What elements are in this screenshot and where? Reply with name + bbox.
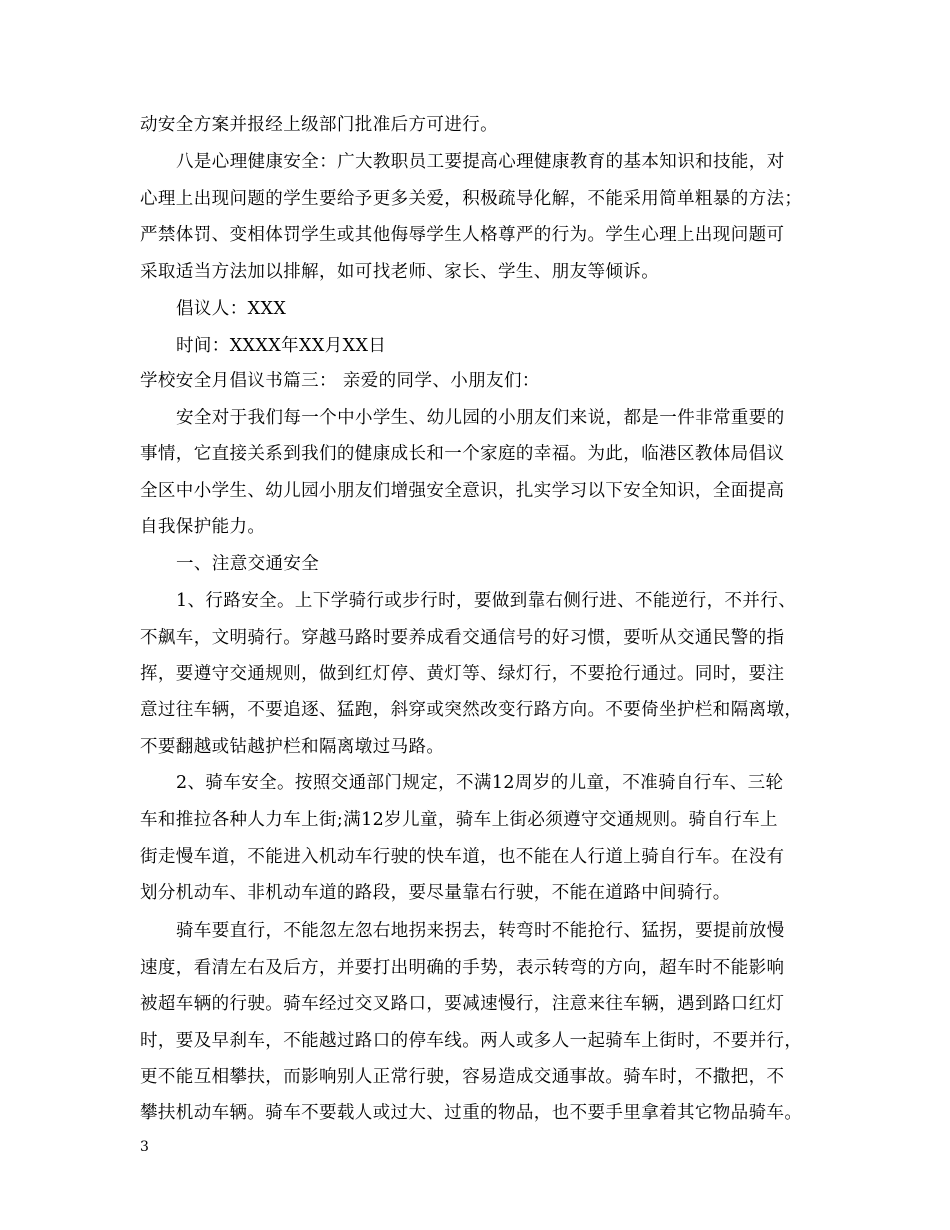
text-line: 骑车要直行，不能忽左忽右地拐来拐去，转弯时不能抢行、猛拐，要提前放慢 <box>176 921 785 941</box>
text-line: 街走慢车道，不能进入机动车行驶的快车道，也不能在人行道上骑自行车。在没有 <box>140 847 785 867</box>
text-line: 采取适当方法加以排解，如可找老师、家长、学生、朋友等倾诉。 <box>140 262 660 282</box>
text-line: 一、注意交通安全 <box>176 554 320 574</box>
text-line: 速度，看清左右及后方，并要打出明确的手势，表示转弯的方向，超车时不能影响 <box>140 958 785 978</box>
text-line: 不飙车，文明骑行。穿越马路时要养成看交通信号的好习惯，要听从交通民警的指 <box>140 628 785 648</box>
text-line: 2、骑车安全。按照交通部门规定，不满12周岁的儿童，不准骑自行车、三轮 <box>176 773 784 793</box>
text-line: 车和推拉各种人力车上街;满12岁儿童，骑车上街必须遵守交通规则。骑自行车上 <box>140 810 778 830</box>
text-line: 自我保护能力。 <box>140 517 266 537</box>
text-line: 动安全方案并报经上级部门批准后方可进行。 <box>140 115 498 135</box>
text-line: 更不能互相攀扶，而影响别人正常行驶，容易造成交通事故。骑车时，不撒把，不 <box>140 1067 785 1087</box>
text-line: 心理上出现问题的学生要给予更多关爱，积极疏导化解，不能采用简单粗暴的方法； <box>140 189 803 209</box>
text-line: 划分机动车、非机动车道的路段，要尽量靠右行驶，不能在道路中间骑行。 <box>140 883 731 903</box>
text-line: 时间：XXXX年XX月XX日 <box>176 336 387 356</box>
text-line: 八是心理健康安全：广大教职员工要提高心理健康教育的基本知识和技能，对 <box>176 152 785 172</box>
text-line: 严禁体罚、变相体罚学生或其他侮辱学生人格尊严的行为。学生心理上出现问题可 <box>140 225 785 245</box>
text-line: 意过往车辆，不要追逐、猛跑，斜穿或突然改变行路方向。不要倚坐护栏和隔离墩， <box>140 700 803 720</box>
text-line: 1、行路安全。上下学骑行或步行时，要做到靠右侧行进、不能逆行，不并行、 <box>176 591 797 611</box>
text-line: 挥，要遵守交通规则，做到红灯停、黄灯等、绿灯行，不要抢行通过。同时，要注 <box>140 664 785 684</box>
text-line: 不要翻越或钻越护栏和隔离墩过马路。 <box>140 737 445 757</box>
text-line: 倡议人：XXX <box>176 299 287 319</box>
text-line: 学校安全月倡议书篇三： 亲爱的同学、小朋友们： <box>140 371 540 391</box>
text-line: 全区中小学生、幼儿园小朋友们增强安全意识，扎实学习以下安全知识，全面提高 <box>140 481 785 501</box>
text-line: 事情，它直接关系到我们的健康成长和一个家庭的幸福。为此，临港区教体局倡议 <box>140 444 785 464</box>
text-line: 被超车辆的行驶。骑车经过交叉路口，要减速慢行，注意来往车辆，遇到路口红灯 <box>140 994 785 1014</box>
text-line: 攀扶机动车辆。骑车不要载人或过大、过重的物品，也不要手里拿着其它物品骑车。 <box>140 1103 803 1123</box>
page-number: 3 <box>140 1139 149 1155</box>
text-line: 安全对于我们每一个中小学生、幼儿园的小朋友们来说，都是一件非常重要的 <box>176 408 785 428</box>
text-line: 时，要及早刹车，不能越过路口的停车线。两人或多人一起骑车上街时，不要并行， <box>140 1031 803 1051</box>
